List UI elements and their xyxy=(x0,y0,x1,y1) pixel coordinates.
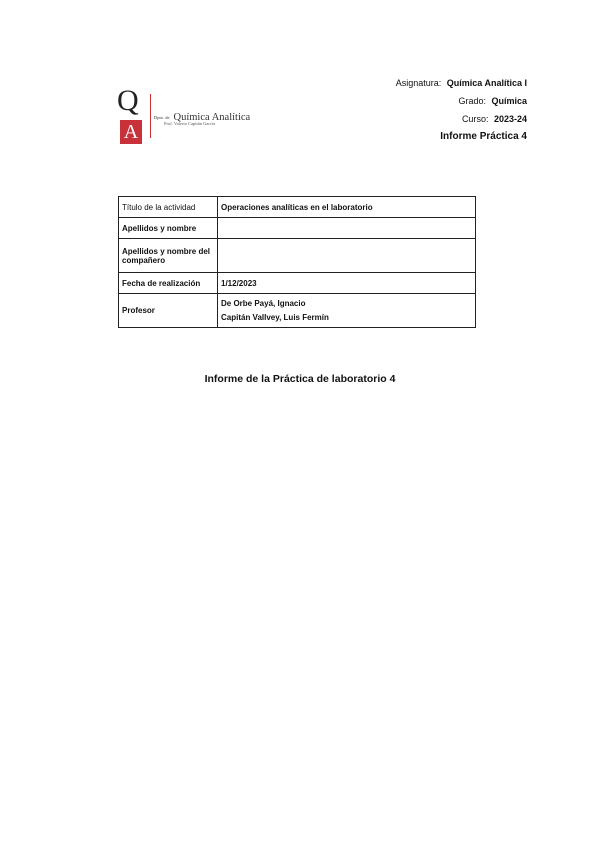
document-header xyxy=(396,74,527,146)
partner-name-value[interactable] xyxy=(218,239,476,273)
logo-department-name: Química Analítica xyxy=(173,111,251,123)
date-value: 1/12/2023 xyxy=(218,273,476,294)
course-line xyxy=(396,110,527,128)
student-name-value[interactable] xyxy=(218,218,476,239)
table-row xyxy=(119,218,476,239)
course-value: 2023-24 xyxy=(493,114,527,124)
partner-name-label: Apellidos y nombre del compañero xyxy=(119,239,218,273)
professor-label: Profesor xyxy=(119,294,218,328)
degree-label: Grado: xyxy=(458,96,486,106)
logo-subtitle: Prof. Valerio Capitán García xyxy=(164,121,216,126)
date-label: Fecha de realización xyxy=(119,273,218,294)
course-label: Curso: xyxy=(461,114,489,124)
logo-divider xyxy=(150,94,151,138)
department-logo xyxy=(114,86,254,148)
activity-info-table xyxy=(118,196,476,328)
subject-label: Asignatura: xyxy=(395,78,442,88)
subject-line xyxy=(396,74,527,92)
degree-line xyxy=(396,92,527,110)
table-row xyxy=(119,197,476,218)
student-name-label: Apellidos y nombre xyxy=(119,218,218,239)
report-title: Informe de la Práctica de laboratorio 4 xyxy=(204,373,396,385)
professor-name-1: De Orbe Payá, Ignacio xyxy=(221,298,306,308)
activity-title-label: Título de la actividad xyxy=(119,197,218,218)
table-row xyxy=(119,294,476,328)
logo-letter-a: A xyxy=(120,120,142,144)
report-label: Informe Práctica 4 xyxy=(440,131,527,142)
subject-value: Química Analítica I xyxy=(446,78,527,88)
table-row xyxy=(119,273,476,294)
degree-value: Química xyxy=(491,96,527,106)
logo-letter-q: Q xyxy=(117,84,139,117)
table-row xyxy=(119,239,476,273)
activity-title-value: Operaciones analíticas en el laboratorio xyxy=(218,197,476,218)
logo-prefix: Dpto. de xyxy=(154,114,170,120)
professor-value xyxy=(218,294,476,328)
professor-name-2: Capitán Vallvey, Luis Fermín xyxy=(221,312,329,322)
